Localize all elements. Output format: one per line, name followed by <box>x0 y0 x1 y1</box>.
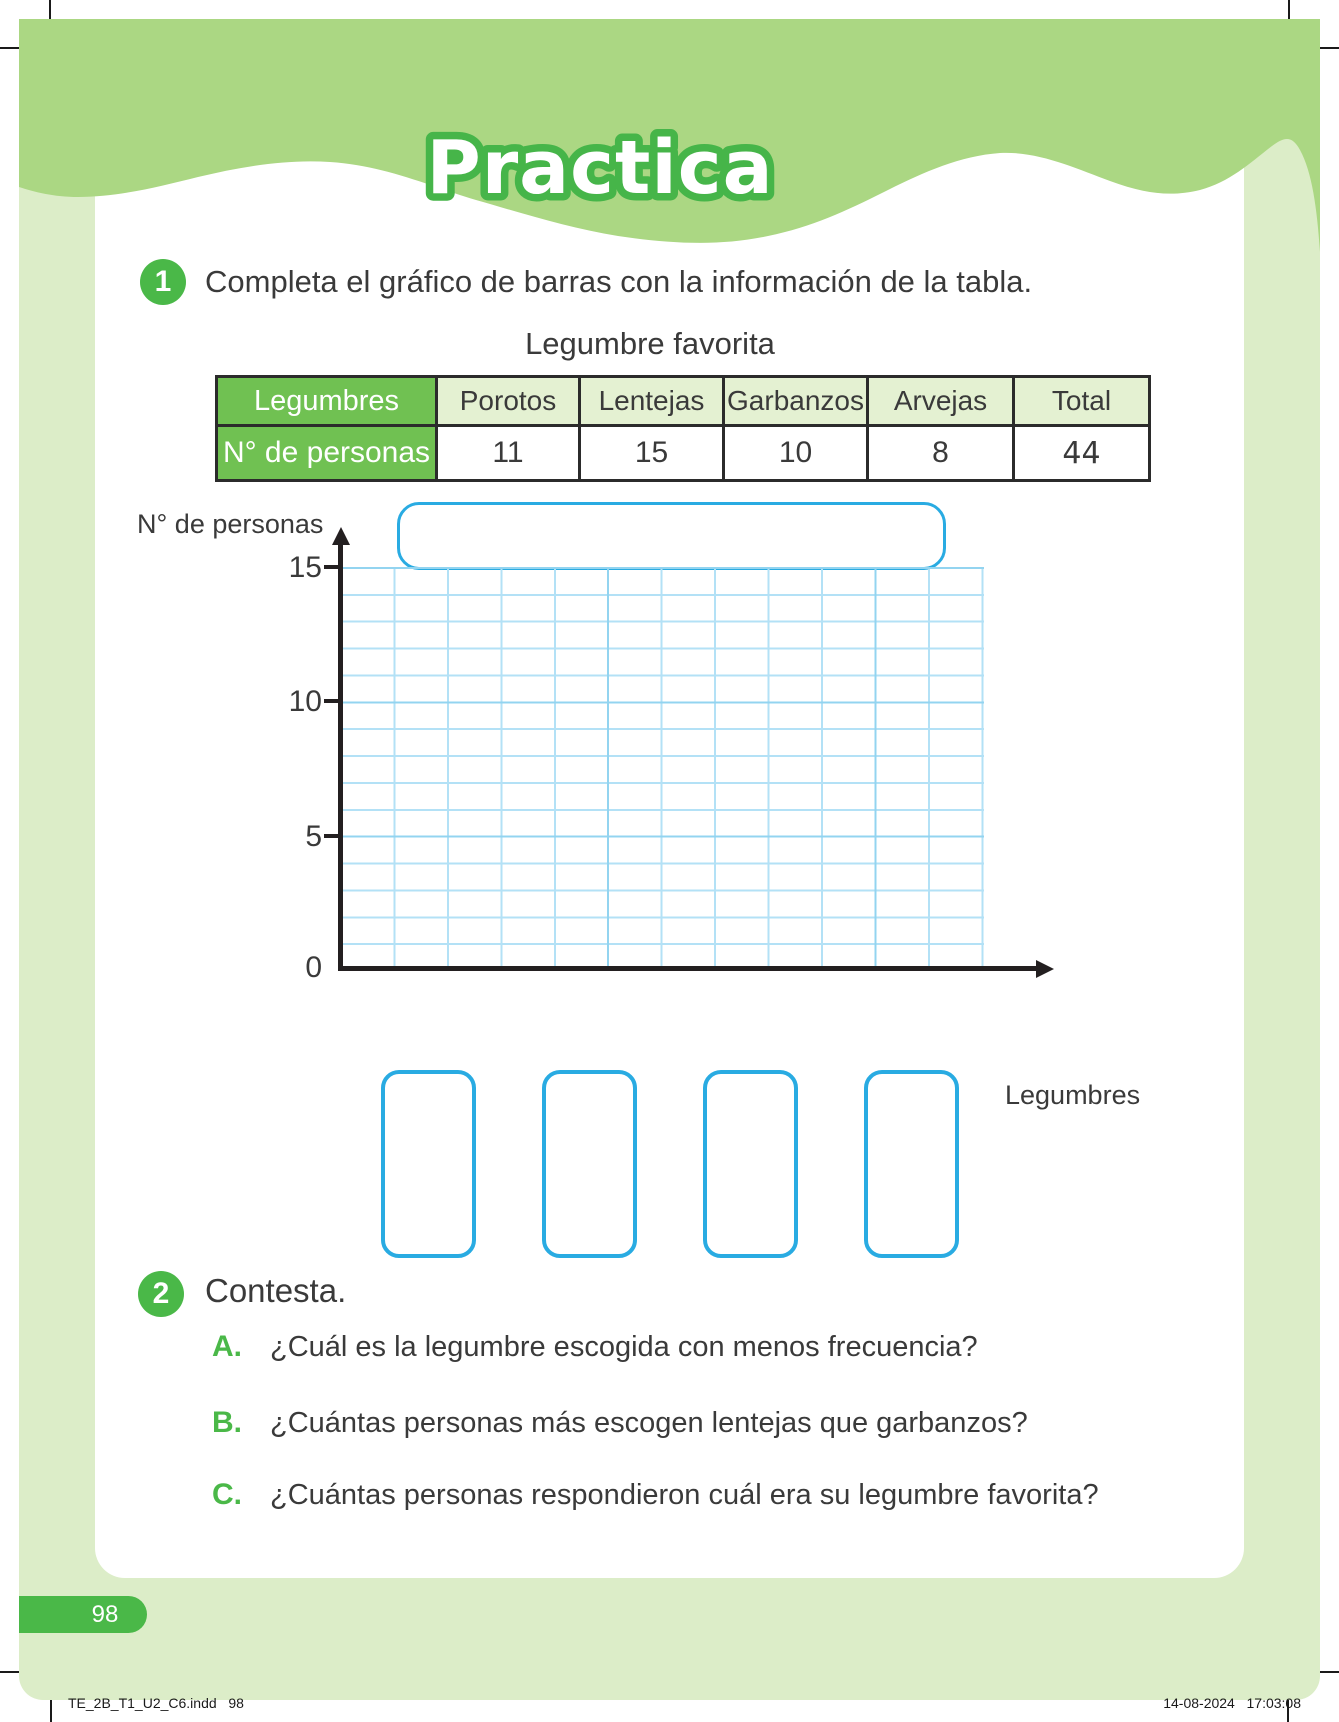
exercise1-instruction: Completa el gráfico de barras con la información de la tabla. <box>205 264 1033 299</box>
table-col-arvejas: Arvejas <box>868 377 1014 426</box>
x-axis-arrow-icon <box>1036 960 1054 978</box>
value-garbanzos: 10 <box>724 426 868 481</box>
question-b-letter: B. <box>212 1406 242 1439</box>
category-answer-box-1[interactable] <box>381 1070 476 1258</box>
question-a-letter: A. <box>212 1330 242 1363</box>
page-number-badge <box>19 1596 147 1633</box>
chart-y-axis-label: N° de personas <box>137 509 324 539</box>
ytick-dash-15 <box>324 565 338 569</box>
chart-title-answer-box[interactable] <box>397 502 946 570</box>
table-corner-cell: Legumbres <box>217 377 437 426</box>
ytick-5: 5 <box>305 820 322 853</box>
table-col-porotos: Porotos <box>437 377 580 426</box>
legumbre-table <box>215 375 1151 482</box>
ytick-dash-5 <box>324 834 338 838</box>
table-col-lentejas: Lentejas <box>580 377 724 426</box>
table-data-row <box>217 426 1150 481</box>
y-axis-arrow-icon <box>332 527 350 545</box>
category-answer-box-3[interactable] <box>703 1070 798 1258</box>
question-c-text: ¿Cuántas personas respondieron cuál era su legumbre favorita? <box>270 1479 1099 1511</box>
footer-file-info: TE_2B_T1_U2_C6.indd 98 <box>68 1695 244 1711</box>
footer-timestamp: 14-08-2024 17:03:08 <box>1163 1695 1301 1711</box>
page-number: 98 <box>91 1600 119 1628</box>
exercise2-number: 2 <box>152 1277 170 1310</box>
exercise1-number: 1 <box>154 265 172 298</box>
chart-x-axis-label: Legumbres <box>1005 1080 1141 1110</box>
chart-grid[interactable] <box>340 567 984 970</box>
value-total-handwritten: 44 <box>1014 426 1150 481</box>
question-c-letter: C. <box>212 1478 242 1511</box>
category-answer-box-4[interactable] <box>864 1070 959 1258</box>
question-b-text: ¿Cuántas personas más escogen lentejas que garbanzos? <box>270 1407 1028 1439</box>
table-col-total: Total <box>1014 377 1150 426</box>
question-a-text: ¿Cuál es la legumbre escogida con menos frecuencia? <box>270 1331 978 1363</box>
ytick-10: 10 <box>288 685 322 718</box>
table-header-row <box>217 377 1150 426</box>
practica-logo <box>380 98 820 228</box>
table-row-label: N° de personas <box>217 426 437 481</box>
practica-logo-text: Practica <box>426 125 774 211</box>
ytick-dash-10 <box>324 699 338 703</box>
ytick-0: 0 <box>305 951 322 984</box>
table-col-garbanzos: Garbanzos <box>724 377 868 426</box>
ytick-15: 15 <box>288 551 322 584</box>
value-porotos: 11 <box>437 426 580 481</box>
exercise1-number-badge <box>140 259 186 305</box>
chart-y-axis <box>338 545 343 970</box>
value-arvejas: 8 <box>868 426 1014 481</box>
chart-x-axis <box>338 966 1038 971</box>
exercise2-instruction: Contesta. <box>205 1272 347 1309</box>
value-lentejas: 15 <box>580 426 724 481</box>
exercise2-number-badge <box>138 1271 184 1317</box>
category-answer-box-2[interactable] <box>542 1070 637 1258</box>
table-title: Legumbre favorita <box>525 326 775 361</box>
